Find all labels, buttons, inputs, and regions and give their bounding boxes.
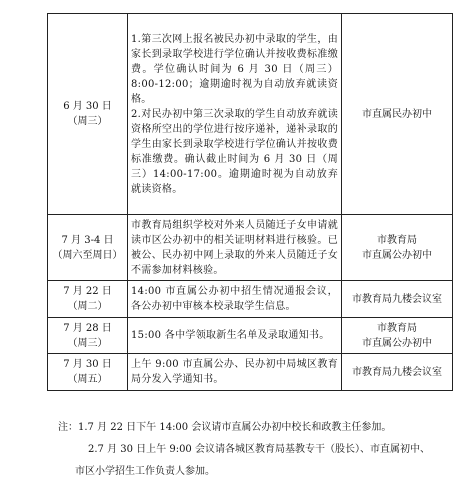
location-text: 市教育局 — [377, 322, 417, 334]
location-cell — [342, 215, 453, 281]
activity-item: 15:00 各中学领取新生名单及录取通知书。 — [131, 330, 330, 341]
date-text: 7 月 22 日 — [63, 286, 112, 297]
date-cell — [48, 354, 128, 391]
table-row — [48, 354, 453, 391]
weekday-text: （周二） — [67, 301, 108, 312]
table-row — [48, 14, 453, 215]
weekday-text: （周三） — [67, 337, 108, 349]
activity-cell — [128, 281, 342, 318]
date-text: 7 月 3-4 日 — [61, 234, 114, 246]
location-text: 市直属公办初中 — [362, 337, 432, 349]
location-text: 市直属公办初中 — [362, 249, 432, 261]
location-cell — [342, 281, 453, 318]
date-text: 7 月 30 日 — [63, 359, 112, 370]
weekday-text: （周六至周日） — [52, 249, 123, 261]
notes-label: 注： — [58, 422, 78, 433]
note-1-text: 1.7 月 22 日下午 14:00 会议请市直属公办初中校长和政教主任参加。 — [78, 422, 392, 433]
activity-item: 市教育局组织学校对外来人员随迁子女申请就读市区公办初中的相关证明材料进行核验。已被公、民办初中网上录取的外来人员随迁子女不需参加材料核验。 — [131, 219, 338, 276]
date-text: 6 月 30 日 — [63, 101, 112, 112]
note-2: 2.7 月 30 日上午 9:00 会议请各城区教育局基教专干（股长）、市直属初中、 — [88, 444, 430, 455]
location-text: 市直属民办初中 — [362, 108, 432, 120]
date-cell — [48, 215, 128, 281]
activity-cell — [128, 14, 342, 215]
activity-item: 上午 9:00 市直属公办、民办初中局城区教育局分发入学通知书。 — [131, 359, 338, 385]
activity-item: 1.第三次网上报名被民办初中录取的学生，由家长到录取学校进行学位确认并按收费标准缴费。学位确认时间为 6 月 30 日（周三）8:00-12:00；逾期逾时视为自动放弃就读资格。 — [131, 33, 338, 105]
date-text: 7 月 28 日 — [63, 322, 112, 334]
schedule-table — [47, 13, 453, 391]
note-2-continued: 市区小学招生工作负责人参加。 — [75, 466, 215, 477]
location-text: 市教育局九楼会议室 — [352, 366, 442, 378]
date-cell — [48, 318, 128, 354]
location-cell — [342, 318, 453, 354]
location-text: 市教育局 — [377, 234, 417, 246]
table-row — [48, 281, 453, 318]
location-text: 市教育局九楼会议室 — [352, 293, 442, 305]
table-row — [48, 318, 453, 354]
date-cell — [48, 281, 128, 318]
activity-cell — [128, 318, 342, 354]
activity-cell — [128, 354, 342, 391]
location-cell — [342, 354, 453, 391]
location-cell — [342, 14, 453, 215]
date-cell — [48, 14, 128, 215]
note-1 — [58, 417, 453, 439]
activity-item: 2.对民办初中第三次录取的学生自动放弃就读资格所空出的学位进行按序递补，递补录取的学生由家长到录取学校进行学位确认并按收费标准缴费。确认截止时间为 6 月 30 日（周三）14:00-17:00。逾期逾时视为自动放弃就读资格。 — [131, 108, 338, 195]
notes-section — [58, 417, 453, 483]
weekday-text: （周三） — [67, 116, 108, 127]
weekday-text: （周五） — [67, 374, 108, 385]
activity-cell — [128, 215, 342, 281]
activity-item: 14:00 市直属公办初中招生情况通报会议，各公办初中审核本校录取学生信息。 — [131, 286, 338, 312]
table-row — [48, 215, 453, 281]
